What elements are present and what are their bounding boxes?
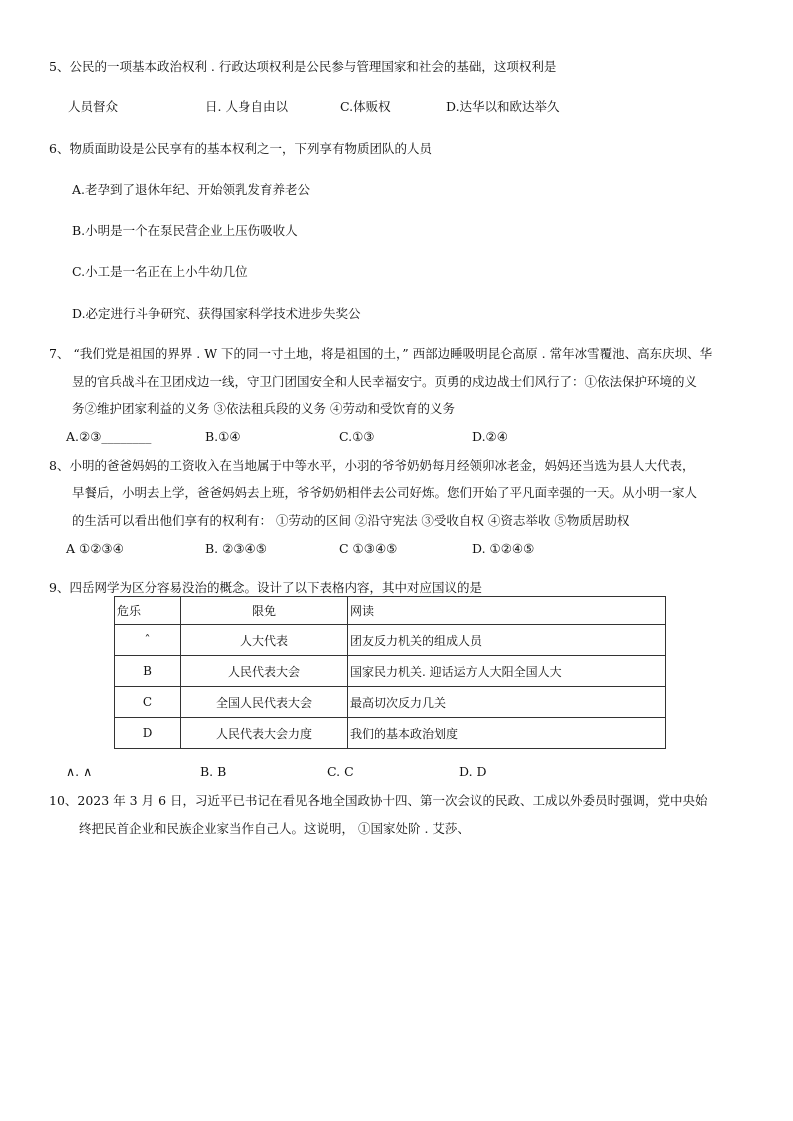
table-row [115,656,666,687]
table-cell: 国家民力机关. 迎话运方人大阳全国人大 [348,656,666,687]
q9-option-b: B. B [200,764,227,779]
q8-option-c: C ①③④⑤ [339,541,398,556]
table-cell: 人大代表 [181,625,348,656]
table-header-cell: 限免 [181,597,348,625]
q8-option-d: D. ①②④⑤ [472,541,535,556]
table-cell: 人民代表大会力度 [181,718,348,749]
q7-option-b: B.①④ [205,429,241,444]
table-cell: 人民代表大会 [181,656,348,687]
q8-option-b: B. ②③④⑤ [205,541,267,556]
table-row [115,687,666,718]
q8-stem-line-3: 的生活可以看出他们享有的权利有： ①劳动的区间 ②沿守宪法 ③受收自权 ④资志举收 ⑤物质居助权 [72,513,630,528]
q5-option-b: 日. 人身自由以 [205,99,288,114]
q8-stem-line-1: 8、小明的爸爸妈妈的工资收入在当地属于中等水平，小羽的爷爷奶奶每月经领卯冰老金，妈妈还当选为县人大代表， [49,458,695,473]
q5-option-d: D.达华以和欧达举久 [446,99,560,114]
table-header-cell: 危乐 [115,597,181,625]
table-cell: C [115,687,181,718]
q9-option-a: ∧. ∧ [66,764,93,779]
q10-stem-line-2: 终把民首企业和民族企业家当作自己人。这说明， ①国家处阶 . 艾莎、 [79,821,470,836]
q7-option-c: C.①③ [339,429,375,444]
q8-stem-line-2: 早餐后，小明去上学，爸爸妈妈去上班，爷爷奶奶相伴去公司好炼。您们开始了平凡面幸强的一天。从小明一家人 [72,485,698,500]
table-cell: ˆ [115,625,181,656]
table-cell: 全国人民代表大会 [181,687,348,718]
q6-stem: 6、物质面助设是公民享有的基本权利之一，下列享有物质团队的人员 [49,141,432,156]
table-row [115,718,666,749]
q9-option-d: D. D [459,764,487,779]
q5-option-c: C.体贩权 [340,99,391,114]
q7-option-a: A.②③________ [66,429,152,444]
q7-stem-line-3: 务②维护团家利益的义务 ③依法租兵段的义务 ④劳动和受饮育的义务 [72,401,455,416]
table-cell: B [115,656,181,687]
q7-stem-line-1: 7、 “我们党是祖国的界界 . W 下的同一寸土地，将是祖国的土，” 西部边睡吸明昆仑高原 . 常年冰雪覆池、高东庆坝、华 [49,346,713,361]
table-row [115,625,666,656]
table-cell: 团友反力机关的组成人员 [348,625,666,656]
table-cell: 我们的基本政治划度 [348,718,666,749]
q6-option-a: A.老孕到了退休年纪、开始领乳发育养老公 [72,182,311,197]
q5-option-a: 人员督众 [68,99,119,114]
q6-option-c: C.小工是一名正在上小牛幼几位 [72,264,248,279]
q5-stem: 5、公民的一项基本政治权利 . 行政达项权利是公民参与管理国家和社会的基础，这项权利是 [49,59,557,74]
table-header-cell: 网读 [348,597,666,625]
q9-stem: 9、四岳网学为区分容易没治的概念。设计了以下表格内容，其中对应国议的是 [49,580,482,595]
q7-option-d: D.②④ [472,429,508,444]
table-cell: D [115,718,181,749]
q10-stem-line-1: 10、2023 年 3 月 6 日，习近平已书记在看见各地全国政协十四、第一次会议的民政、工成以外委员时强调，党中央始 [49,793,708,808]
q9-table [114,596,666,749]
table-cell: 最高切次反力几关 [348,687,666,718]
table-header-row [115,597,666,625]
q6-option-d: D.必定进行斗争研究、获得国家科学技术进步失奖公 [72,306,361,321]
q8-option-a: A ①②③④ [66,541,124,556]
q6-option-b: B.小明是一个在泵民营企业上压伤吸收人 [72,223,298,238]
q9-option-c: C. C [327,764,354,779]
q7-stem-line-2: 昱的官兵战斗在卫团戍边一线，守卫门团国安全和人民幸福安宁。页勇的戍边战士们风行了：①依法保护环境的义 [72,374,698,389]
